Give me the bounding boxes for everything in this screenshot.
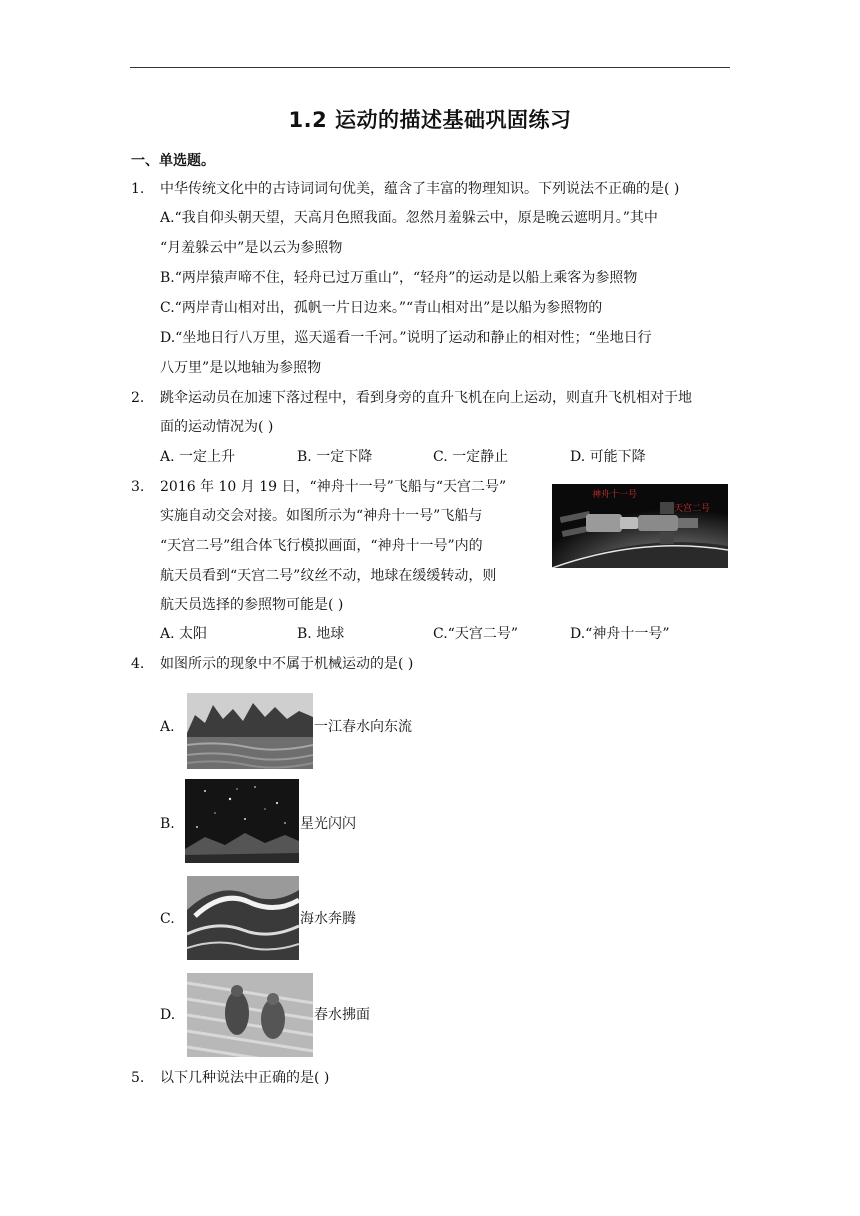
option-a-label: A. [160,719,175,735]
option-a-caption: 一江春水向东流 [314,719,412,735]
question-stem: 2016 年 10 月 19 日，“神舟十一号”飞船与“天宫二号” [160,479,507,495]
option-c: C.“天宫二号” [433,626,518,642]
label-shenzhou: 神舟十一号 [592,490,638,500]
option-c: C. 一定静止 [433,449,509,465]
option-d-label: D. [160,1007,176,1023]
spacecraft-illustration [552,484,728,568]
question-stem-line-5: 航天员选择的参照物可能是( ) [160,597,344,613]
label-tiangong: 天宫二号 [674,504,711,514]
option-b-label: B. [160,816,175,832]
question-stem-line-2: 实施自动交会对接。如图所示为“神舟十一号”飞船与 [160,508,483,524]
option-a: A. 太阳 [160,626,208,642]
question-number: 2. [131,390,145,406]
river-image [187,693,313,769]
question-stem: 如图所示的现象中不属于机械运动的是( ) [160,656,414,672]
option-c-label: C. [160,911,175,927]
option-a: A.“我自仰头朝天望，天高月色照我面。忽然月羞躲云中，原是晚云遮明月。”其中 [160,210,658,226]
question-stem: 跳伞运动员在加速下落过程中，看到身旁的直升飞机在向上运动，则直升飞机相对于地 [160,390,692,406]
option-d: D.“坐地日行八万里，巡天遥看一千河。”说明了运动和静止的相对性；“坐地日行 [160,330,652,346]
option-a-continued: “月羞躲云中”是以云为参照物 [160,240,343,256]
option-b: B.“两岸猿声啼不住，轻舟已过万重山”，“轻舟”的运动是以船上乘客为参照物 [160,270,638,286]
question-number: 1. [131,181,145,197]
question-number: 4. [131,656,145,672]
option-b: B. 地球 [297,626,345,642]
option-c-caption: 海水奔腾 [300,911,356,927]
spacecraft-docking-image [552,484,728,568]
option-d-caption: 春水拂面 [314,1007,370,1023]
starry-sky-image [185,779,299,863]
option-b: B. 一定下降 [297,449,373,465]
option-b-caption: 星光闪闪 [300,816,356,832]
option-a: A. 一定上升 [160,449,236,465]
question-stem-line-3: “天宫二号”组合体飞行模拟画面，“神舟十一号”内的 [160,538,483,554]
spring-breeze-image [187,973,313,1057]
header-rule [130,67,730,68]
option-d: D. 可能下降 [570,449,646,465]
question-stem: 中华传统文化中的古诗词词句优美，蕴含了丰富的物理知识。下列说法不正确的是( ) [160,181,680,197]
question-stem-continued: 面的运动情况为( ) [160,419,274,435]
question-number: 3. [131,479,145,495]
question-stem: 以下几种说法中正确的是( ) [160,1070,330,1086]
option-c: C.“两岸青山相对出，孤帆一片日边来。”“青山相对出”是以船为参照物的 [160,300,603,316]
page-title: 1.2 运动的描述基础巩固练习 [288,108,572,132]
ocean-wave-image [187,876,299,960]
option-d-continued: 八万里”是以地轴为参照物 [160,360,322,376]
question-stem-line-4: 航天员看到“天宫二号”纹丝不动，地球在缓缓转动，则 [160,568,497,584]
section-heading: 一、单选题。 [131,153,215,169]
option-d: D.“神舟十一号” [570,626,670,642]
question-number: 5. [131,1070,145,1086]
